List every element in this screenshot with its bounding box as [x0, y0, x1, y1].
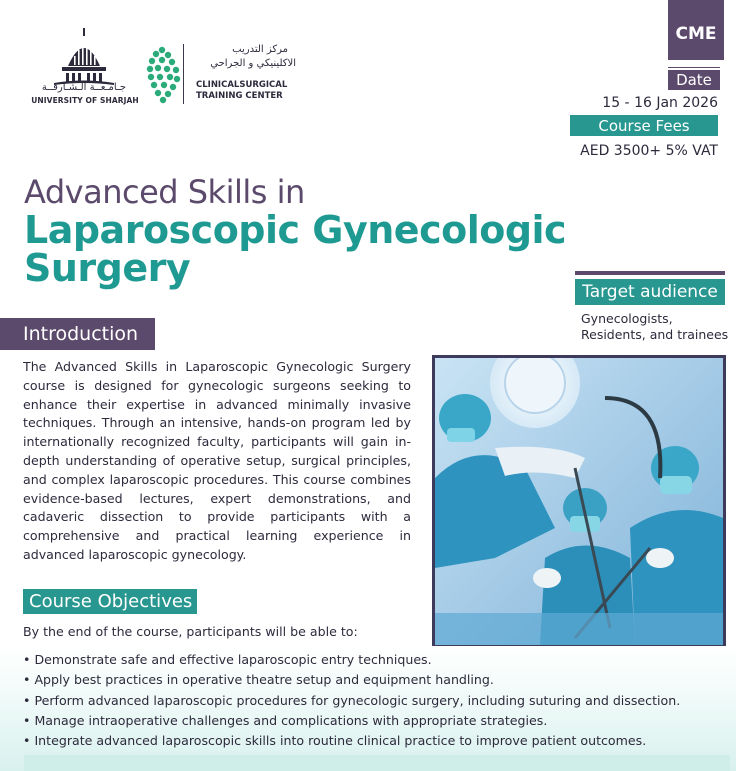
- target-audience-line-2: Residents, and trainees: [581, 327, 729, 342]
- list-item: [23, 731, 723, 751]
- target-audience-label: Target audience: [575, 279, 725, 305]
- list-item: [23, 711, 723, 731]
- course-objectives-heading: Course Objectives: [23, 589, 197, 614]
- target-audience-line-1: Gynecologists,: [581, 311, 673, 326]
- center-name-arabic-line1: مركز التدريب: [232, 44, 288, 55]
- cme-label: CME: [675, 24, 717, 44]
- target-audience-divider: [575, 271, 725, 275]
- center-name-english-line2: TRAINING CENTER: [196, 91, 283, 101]
- introduction-heading: Introduction: [0, 318, 155, 350]
- objective-text: Integrate advanced laparoscopic skills into routine clinical practice to improve patient outcomes.: [34, 733, 647, 749]
- course-fees-label: Course Fees: [570, 115, 718, 136]
- objective-text: Demonstrate safe and effective laparoscopic entry techniques.: [34, 652, 432, 667]
- university-name-arabic: جـامـعــة الـشـارقــة: [41, 82, 127, 93]
- logo-divider: [183, 44, 184, 104]
- bullet: •: [23, 692, 31, 708]
- center-name-english-line1: CLINICALSURGICAL: [196, 80, 288, 90]
- objective-text: Apply best practices in operative theatre setup and equipment handling.: [34, 672, 494, 688]
- bullet: •: [23, 712, 31, 728]
- list-item: [23, 670, 723, 690]
- bullet: •: [23, 652, 31, 667]
- course-fees-value: AED 3500+ 5% VAT: [580, 143, 718, 159]
- bullet: •: [23, 672, 31, 688]
- list-item: [23, 691, 723, 711]
- introduction-text: The Advanced Skills in Laparoscopic Gynecologic Surgery course is designed for gynecologic surgeons seeking to enhance their expertise in advanced minimally invasive techniques. Through an intensive, hands-on program led by internationally recognized faculty, participants will gain in-depth understanding of operative setup, surgical principles, and complex laparoscopic procedures. This course combines evidence-based lectures, expert demonstrations, and cadaveric dissection to provide participants with a comprehensive and practical learning experience in advanced laparoscopic gynecology.: [23, 359, 411, 562]
- objectives-list: [23, 650, 723, 751]
- clinical-surgical-training-center-logo: [146, 44, 186, 104]
- objective-text: Manage intraoperative challenges and complications with appropriate strategies.: [34, 712, 548, 728]
- cme-badge: [668, 0, 724, 60]
- objective-text: Perform advanced laparoscopic procedures for gynecologic surgery, including suturing and dissection.: [34, 692, 681, 708]
- bottom-band: [24, 755, 730, 771]
- date-divider: [668, 67, 720, 68]
- surgeons-photo: [432, 355, 726, 648]
- date-value: 15 - 16 Jan 2026: [602, 95, 718, 111]
- list-item: [23, 650, 723, 670]
- operating-room-illustration: [435, 358, 723, 645]
- title-line-2: Laparoscopic Gynecologic: [24, 208, 567, 252]
- title-line-1: Advanced Skills in: [24, 173, 305, 211]
- center-name-arabic-line2: الاكلينيكي و الجراحي: [210, 58, 296, 69]
- bullet: •: [23, 733, 31, 749]
- university-name-english: UNIVERSITY OF SHARJAH: [31, 96, 139, 105]
- title-line-3: Surgery: [24, 246, 191, 290]
- objectives-intro: By the end of the course, participants will be able to:: [23, 624, 358, 639]
- date-label: Date: [668, 70, 720, 90]
